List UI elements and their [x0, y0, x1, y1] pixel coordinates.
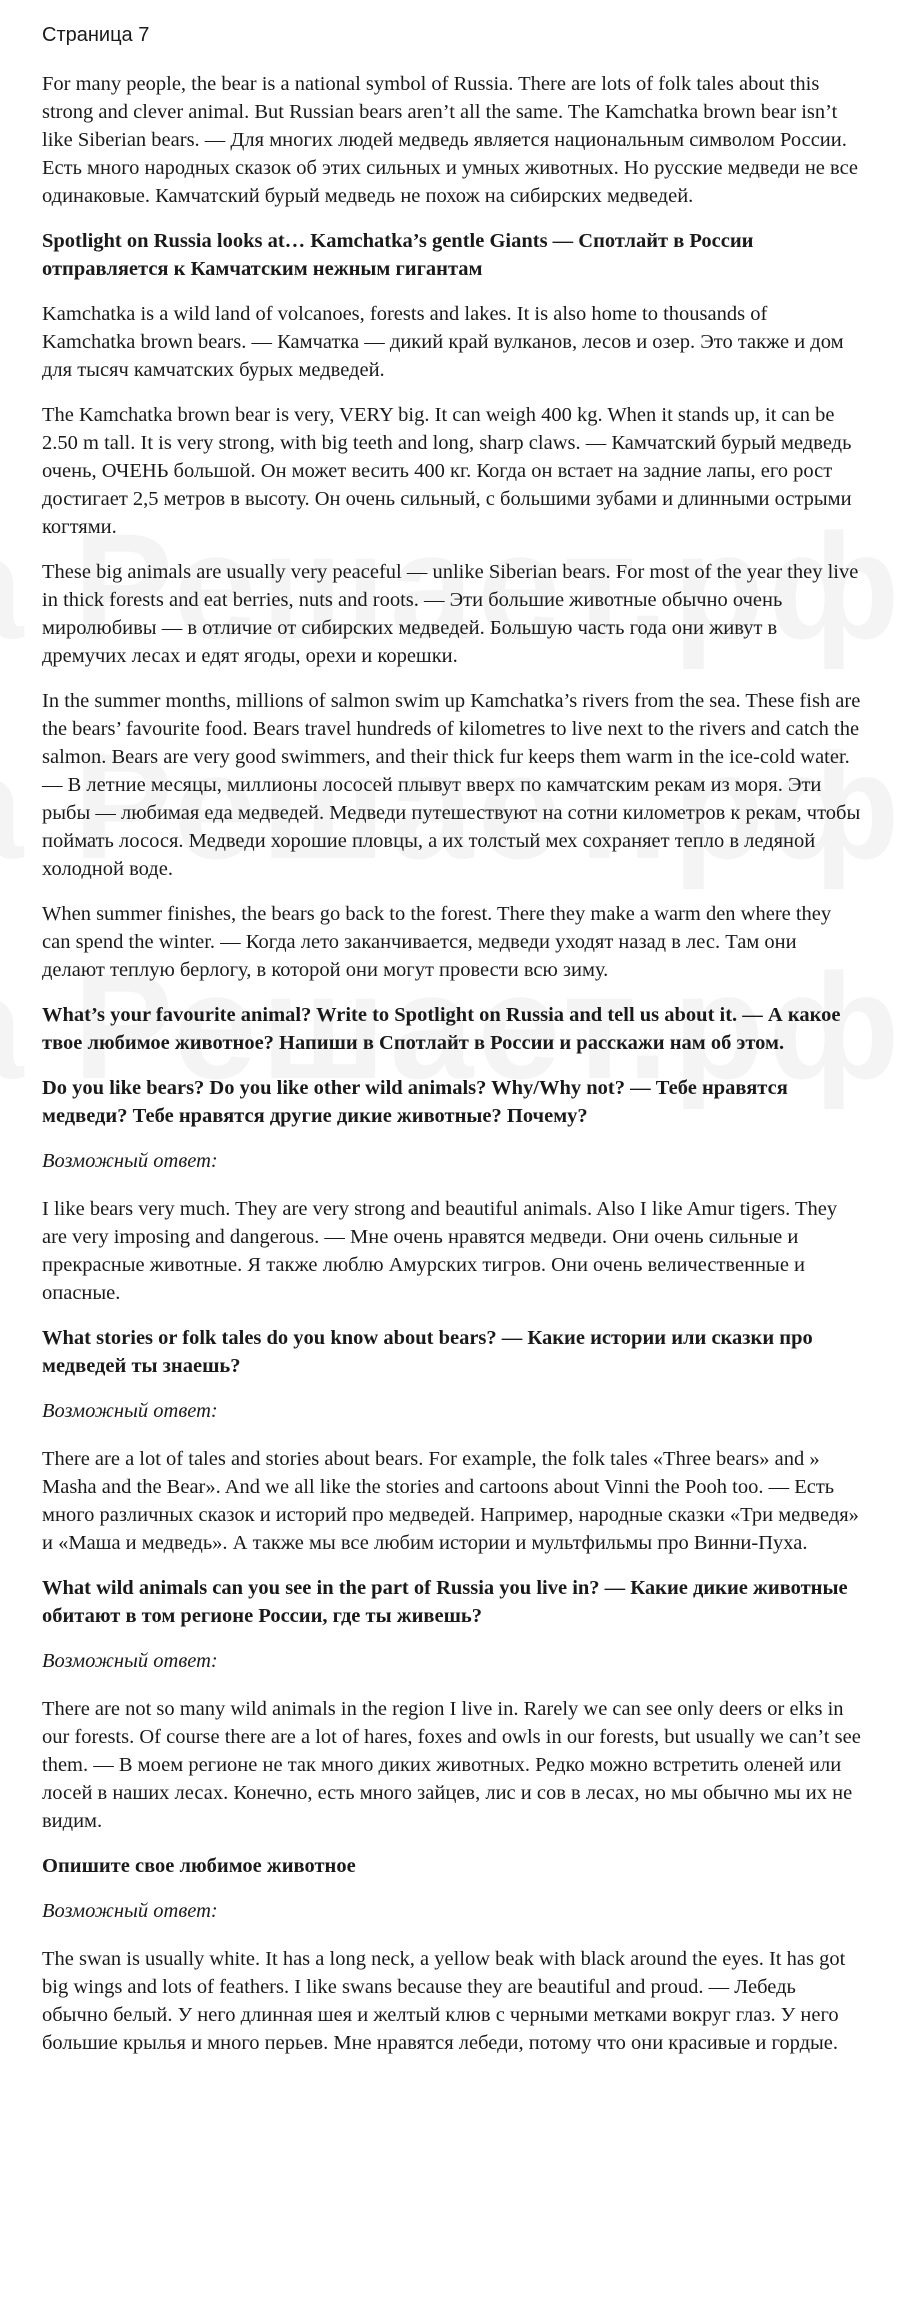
paragraph-bear-size: The Kamchatka brown bear is very, VERY big. It can weigh 400 kg. When it stands up, it can be 2.50 m tall. It is very strong, with big teeth and long, sharp claws. — Камчатский бурый медведь очень, ОЧЕНЬ большой. Он может весить 400 кг. Когда он встает на задние лапы, его рост достигает 2,5 метров в высоту. Он очень сильный, с большими зубами и длинными острыми когтями.	[42, 404, 852, 538]
answer-label: Возможный ответ:	[42, 1900, 218, 1922]
answer-label: Возможный ответ:	[42, 1650, 218, 1672]
document-page	[42, 22, 862, 2074]
paragraph-kamchatka: Kamchatka is a wild land of volcanoes, forests and lakes. It is also home to thousands of Kamchatka brown bears. — Камчатка — дикий край вулканов, лесов и озер. Это также и дом для тысяч камчатских бурых медведей.	[42, 303, 844, 381]
page-number: Страница 7	[42, 24, 150, 46]
answer-wild-animals-region: There are not so many wild animals in the region I live in. Rarely we can see only deers or elks in our forests. Of course there are a lot of hares, foxes and owls in our forests, but usually we can’t see them. — В моем регионе не так много диких животных. Редко можно встретить оленей или лосей в наших лесах. Конечно, есть много зайцев, лис и сов в лесах, но мы обычно мы их не видим.	[42, 1698, 861, 1832]
paragraph-salmon: In the summer months, millions of salmon swim up Kamchatka’s rivers from the sea. These fish are the bears’ favourite food. Bears travel hundreds of kilometres to live next to the rivers and catch the salmon. Bears are very good swimmers, and their thick fur keeps them warm in the ice-cold water. — В летние месяцы, миллионы лососей плывут вверх по камчатским рекам из моря. Эти рыбы — любимая еда медведей. Медведи путешествуют на сотни километров к рекам, чтобы поймать лосося. Медведи хорошие пловцы, а их толстый мех сохраняет тепло в ледяной холодной воде.	[42, 690, 861, 880]
answer-like-bears: I like bears very much. They are very strong and beautiful animals. Also I like Amur tigers. They are very imposing and dangerous. — Мне очень нравятся медведи. Они очень сильные и прекрасные животные. Я также люблю Амурских тигров. Они очень величественные и опасные.	[42, 1198, 838, 1304]
intro-paragraph: For many people, the bear is a national symbol of Russia. There are lots of folk tales about this strong and clever animal. But Russian bears aren’t all the same. The Kamchatka brown bear isn’t like Siberian bears. — Для многих людей медведь является национальным символом России. Есть много народных сказок об этих сильных и умных животных. Но русские медведи не все одинаковые. Камчатский бурый медведь не похож на сибирских медведей.	[42, 73, 859, 207]
article-title: Spotlight on Russia looks at… Kamchatka’s gentle Giants — Спотлайт в России отправляется к Камчатским нежным гигантам	[42, 230, 754, 280]
question-wild-animals-region: What wild animals can you see in the part of Russia you live in? — Какие дикие животные обитают в том регионе России, где ты живешь?	[42, 1577, 848, 1627]
paragraph-winter: When summer finishes, the bears go back to the forest. There they make a warm den where they can spend the winter. — Когда лето заканчивается, медведи уходят назад в лес. Там они делают теплую берлогу, в которой они могут провести всю зиму.	[42, 903, 832, 981]
question-like-bears: Do you like bears? Do you like other wild animals? Why/Why not? — Тебе нравятся медведи? Тебе нравятся другие дикие животные? Почему?	[42, 1077, 788, 1127]
answer-label: Возможный ответ:	[42, 1150, 218, 1172]
question-bear-stories: What stories or folk tales do you know about bears? — Какие истории или сказки про медведей ты знаешь?	[42, 1327, 813, 1377]
answer-bear-stories: There are a lot of tales and stories about bears. For example, the folk tales «Three bears» and » Masha and the Bear». And we all like the stories and cartoons about Vinni the Pooh too. — Есть много различных сказок и историй про медведей. Например, народные сказки «Три медведя» и «Маша и медведь». А также мы все любим истории и мультфильмы про Винни-Пуха.	[42, 1448, 859, 1554]
paragraph-peaceful: These big animals are usually very peaceful — unlike Siberian bears. For most of the year they live in thick forests and eat berries, nuts and roots. — Эти большие животные обычно очень миролюбивы — в отличие от сибирских медведей. Большую часть года они живут в дремучих лесах и едят ягоды, орехи и корешки.	[42, 561, 859, 667]
question-describe-animal: Опишите свое любимое животное	[42, 1855, 356, 1877]
question-favourite-animal: What’s your favourite animal? Write to Spotlight on Russia and tell us about it. — А какое твое любимое животное? Напиши в Спотлайт в России и расскажи нам об этом.	[42, 1004, 841, 1054]
answer-label: Возможный ответ:	[42, 1400, 218, 1422]
answer-describe-animal: The swan is usually white. It has a long neck, a yellow beak with black around the eyes. It has got big wings and lots of feathers. I like swans because they are beautiful and proud. — Лебедь обычно белый. У него длинная шея и желтый клюв с черными метками вокруг глаз. У него большие крылья и много перьев. Мне нравятся лебеди, потому что они красивые и гордые.	[42, 1948, 846, 2054]
